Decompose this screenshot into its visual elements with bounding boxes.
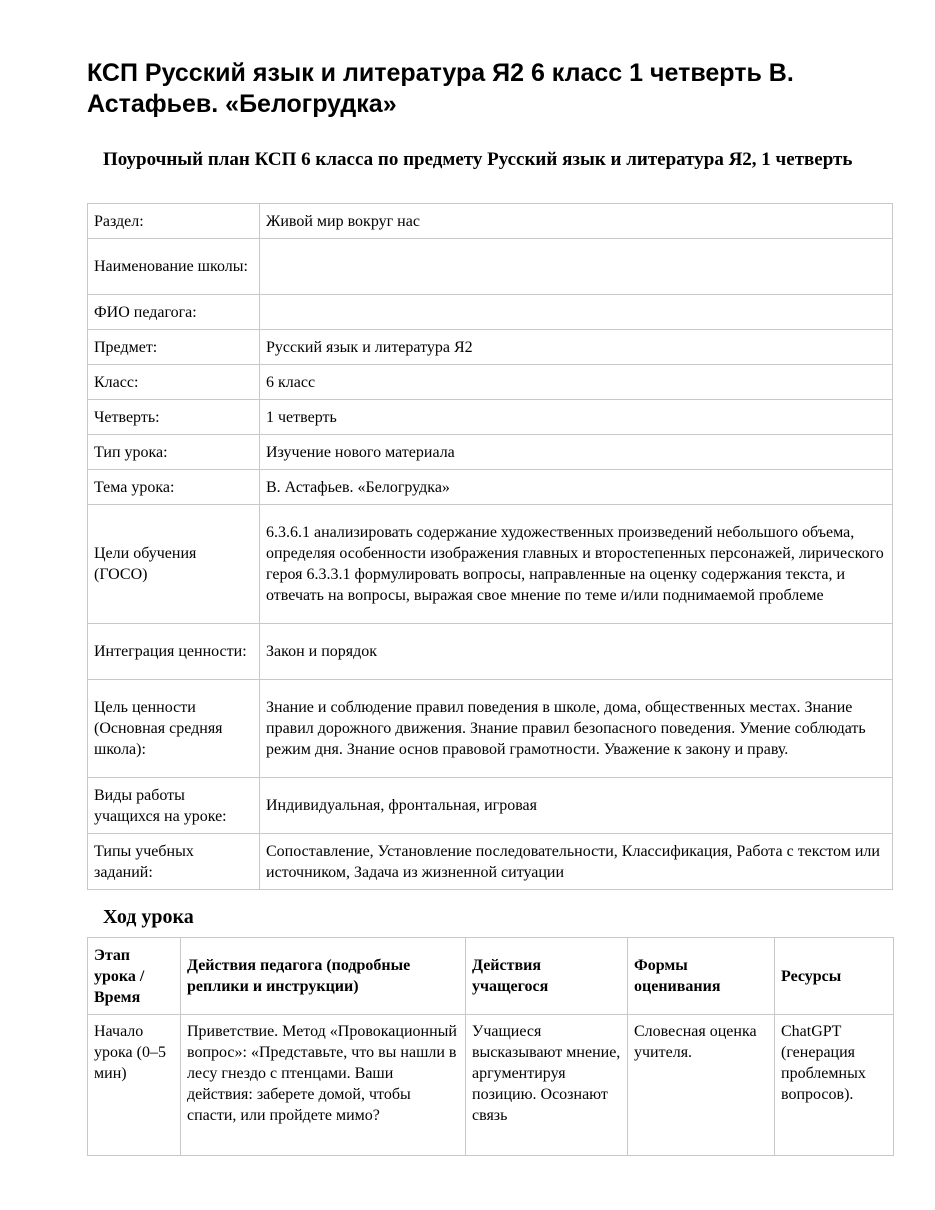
cell-stage-text: Начало урока (0–5 мин) [94, 1023, 166, 1082]
document-title: КСП Русский язык и литература Я2 6 класс 1 четверть В. Астафьев. «Белогрудка» [87, 59, 794, 118]
column-header-teacher-actions: Действия педагога (подробные реплики и инструкции) [181, 938, 466, 1015]
info-row-quarter [88, 400, 893, 435]
info-value: 6 класс [260, 365, 893, 400]
info-row-task-types [88, 834, 893, 890]
info-value: Сопоставление, Установление последовательности, Классификация, Работа с текстом или источником, Задача из жизненной ситуации [260, 834, 893, 890]
info-label: Раздел: [88, 204, 260, 239]
cell-stage [88, 1015, 181, 1156]
plan-heading: Поурочный план КСП 6 класса по предмету Русский язык и литература Я2, 1 четверть [103, 149, 853, 170]
info-value: Индивидуальная, фронтальная, игровая [260, 778, 893, 834]
lesson-course-heading: Ход урока [103, 906, 194, 928]
cell-student-actions-text: Учащиеся высказывают мнение, аргументируя позицию. Осознают связь [472, 1023, 621, 1124]
info-label: Виды работы учащихся на уроке: [88, 778, 260, 834]
cell-teacher-actions-text: Приветствие. Метод «Провокационный вопрос»: «Представьте, что вы нашли в лесу гнездо с птенцами. Ваши действия: заберете домой, чтобы спасти, или пройдете мимо? [187, 1023, 457, 1124]
info-value: Закон и порядок [260, 624, 893, 680]
lesson-info-table [87, 203, 893, 890]
cell-teacher-actions [181, 1015, 466, 1156]
cell-resources [775, 1015, 894, 1156]
info-label: Тема урока: [88, 470, 260, 505]
info-value: 1 четверть [260, 400, 893, 435]
info-row-school [88, 239, 893, 295]
info-label: Цель ценности (Основная средняя школа): [88, 680, 260, 778]
info-row-work-types [88, 778, 893, 834]
info-row-teacher [88, 295, 893, 330]
info-value: 6.3.6.1 анализировать содержание художественных произведений небольшого объема, определяя особенности изображения главных и второстепенных персонажей, лирического героя 6.3.3.1 формулировать вопросы, направленные на оценку содержания текста, и отвечать на вопросы, выражая свое мнение по теме и/или поднимаемой проблеме [260, 505, 893, 624]
cell-assessment [628, 1015, 775, 1156]
info-value: В. Астафьев. «Белогрудка» [260, 470, 893, 505]
lesson-table-header-row [88, 938, 894, 1015]
info-value [260, 295, 893, 330]
info-label: Класс: [88, 365, 260, 400]
info-label: Наименование школы: [88, 239, 260, 295]
info-label: Цели обучения (ГОСО) [88, 505, 260, 624]
cell-student-actions [466, 1015, 628, 1156]
lesson-course-table [87, 937, 894, 1156]
info-value: Знание и соблюдение правил поведения в школе, дома, общественных местах. Знание правил дорожного движения. Знание правил безопасного поведения. Умение соблюдать режим дня. Знание основ правовой грамотности. Уважение к закону и праву. [260, 680, 893, 778]
info-row-learning-goals [88, 505, 893, 624]
info-label: Тип урока: [88, 435, 260, 470]
info-label: Типы учебных заданий: [88, 834, 260, 890]
info-row-section [88, 204, 893, 239]
info-label: Четверть: [88, 400, 260, 435]
info-value: Русский язык и литература Я2 [260, 330, 893, 365]
info-label: Предмет: [88, 330, 260, 365]
info-row-class [88, 365, 893, 400]
column-header-resources: Ресурсы [775, 938, 894, 1015]
cell-assessment-text: Словесная оценка учителя. [634, 1023, 757, 1061]
column-header-stage: Этап урока / Время [88, 938, 181, 1015]
table-row [88, 1015, 894, 1156]
column-header-student-actions: Действия учащегося [466, 938, 628, 1015]
info-row-value-goal [88, 680, 893, 778]
info-value: Изучение нового материала [260, 435, 893, 470]
info-label: Интеграция ценности: [88, 624, 260, 680]
info-row-lesson-type [88, 435, 893, 470]
info-row-lesson-topic [88, 470, 893, 505]
info-row-subject [88, 330, 893, 365]
info-row-value-integration [88, 624, 893, 680]
info-label: ФИО педагога: [88, 295, 260, 330]
column-header-assessment: Формы оценивания [628, 938, 775, 1015]
info-value: Живой мир вокруг нас [260, 204, 893, 239]
info-value [260, 239, 893, 295]
cell-resources-text: ChatGPT (генерация проблемных вопросов). [781, 1023, 866, 1103]
